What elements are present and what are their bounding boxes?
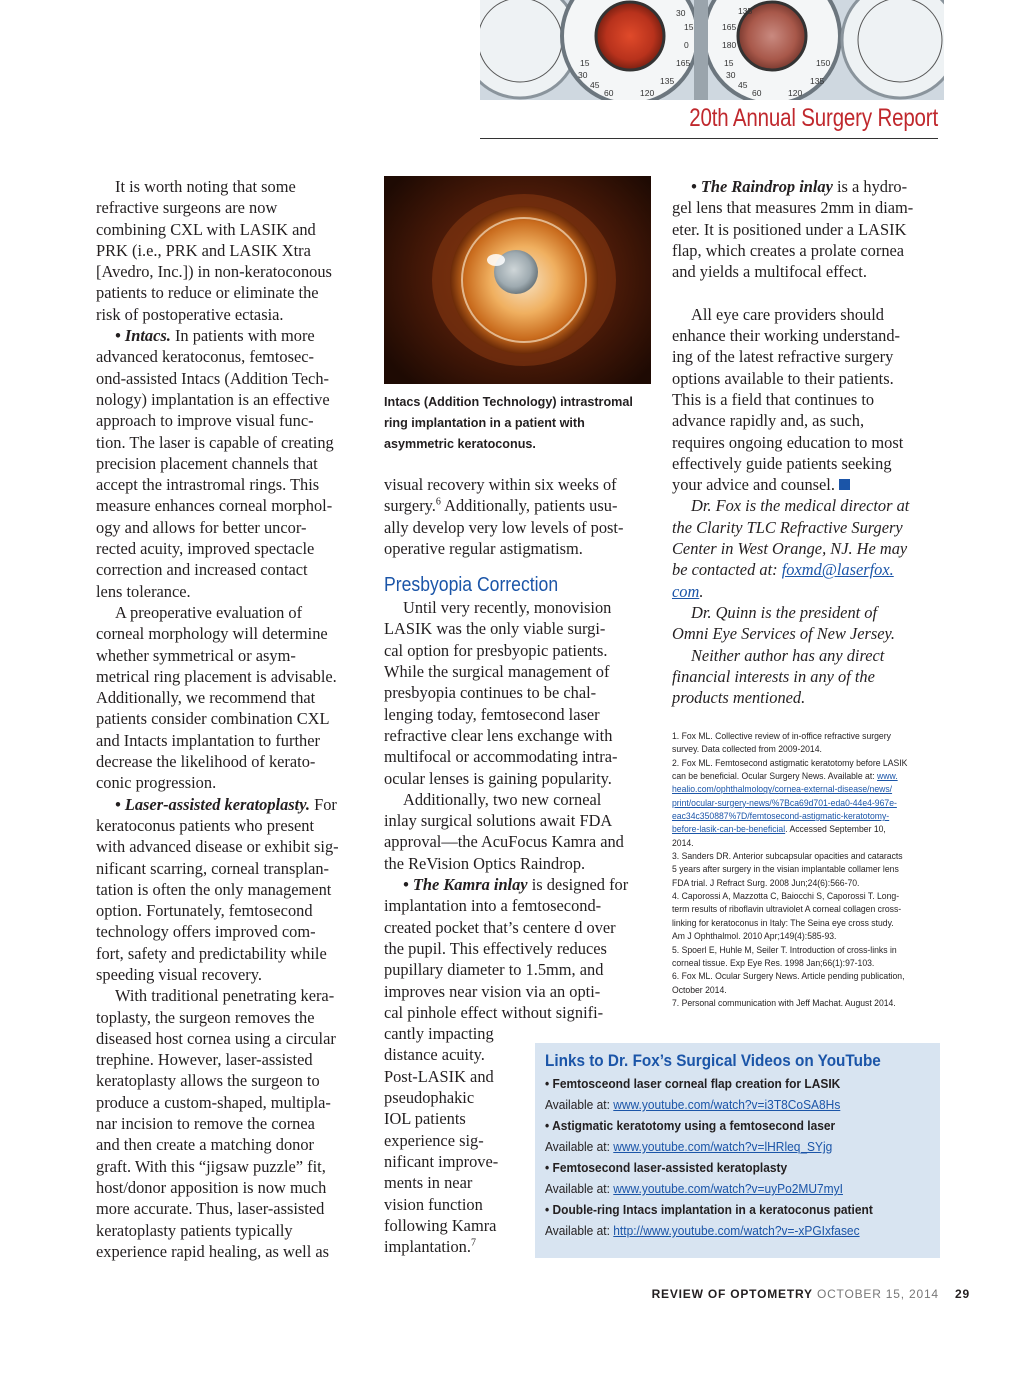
text-line: combining CXL with LASIK and	[96, 219, 316, 239]
reference-link[interactable]: print/ocular-surgery-news/%7Bca69d701-eda0-44e4-967e-	[672, 796, 897, 808]
video-item-link-row: Available at: www.youtube.com/watch?v=lHRleq_SYjg	[545, 1139, 833, 1154]
caption-line: asymmetric keratoconus.	[384, 437, 536, 451]
bio-line: products mentioned.	[672, 688, 806, 708]
text-line: effectively guide patients seeking	[672, 453, 892, 473]
text-line: With traditional penetrating kera-	[115, 986, 335, 1006]
text-line: flap, which creates a prolate cornea	[672, 240, 905, 260]
video-link[interactable]: www.youtube.com/watch?v=i3T8CoSA8Hs	[613, 1097, 841, 1112]
caption-line: Intacs (Addition Technology) intrastromal	[384, 395, 633, 409]
svg-text:15: 15	[684, 22, 694, 32]
text-line: All eye care providers should	[691, 304, 884, 324]
video-item-link-row: Available at: http://www.youtube.com/watch?v=-xPGIxfasec	[545, 1223, 860, 1238]
intacs-eye-photo	[384, 176, 651, 384]
video-item-title: • Astigmatic keratotomy using a femtosecond laser	[545, 1118, 836, 1133]
reference-line: 2014.	[672, 836, 694, 848]
text-line: option. Fortunately, femtosecond	[96, 901, 313, 921]
video-item-title: • Femtosecond laser-assisted keratoplasty	[545, 1160, 788, 1175]
reference-line: FDA trial. J Refract Surg. 2008 Jun;24(6):566-70.	[672, 876, 860, 888]
kamra-subhead: • The Kamra inlay	[403, 875, 528, 895]
bio-line: Dr. Fox is the medical director at	[691, 496, 910, 516]
text-line: pupillary diameter to 1.5mm, and	[384, 960, 604, 980]
text-line: improves near vision via an opti-	[384, 981, 601, 1001]
section-heading-presbyopia: Presbyopia Correction	[384, 574, 559, 597]
text-line: requires ongoing education to most	[672, 432, 904, 452]
reference-line: 7. Personal communication with Jeff Machat. August 2014.	[672, 996, 896, 1008]
svg-text:30: 30	[676, 8, 686, 18]
text-line: A preoperative evaluation of	[115, 602, 303, 622]
svg-text:15: 15	[724, 58, 734, 68]
text-line: Post-LASIK and	[384, 1066, 494, 1086]
text-line: rected acuity, improved spectacle	[96, 539, 315, 559]
text-line: measure enhances corneal morphol-	[96, 496, 333, 516]
text-line: and yields a multifocal effect.	[672, 262, 867, 282]
svg-text:120: 120	[640, 88, 655, 98]
text-line: fort, safety and predictability while	[96, 943, 327, 963]
reference-line: term results of riboflavin ultraviolet A corneal collagen cross-	[672, 903, 902, 915]
video-item-link-row: Available at: www.youtube.com/watch?v=uyPo2MU7myI	[545, 1181, 843, 1196]
reference-link[interactable]: before-lasik-can-be-beneficial	[672, 823, 786, 835]
text-line: nar incision to remove the cornea	[96, 1114, 315, 1134]
video-link[interactable]: www.youtube.com/watch?v=lHRleq_SYjg	[613, 1139, 833, 1154]
text-line: patients consider combination CXL	[96, 709, 330, 729]
text-line: IOL patients	[384, 1109, 466, 1129]
text-line: keratoplasty patients typically	[96, 1220, 293, 1240]
text-line: • Laser-assisted keratoplasty. For	[115, 794, 337, 814]
svg-text:30: 30	[578, 70, 588, 80]
text-line: accept the intrastromal rings. This	[96, 475, 320, 495]
text-line: enhance their working understand-	[672, 326, 901, 346]
phoropter-dials-graphic	[480, 0, 944, 100]
text-line: risk of postoperative ectasia.	[96, 304, 284, 324]
text-line: eter. It is positioned under a LASIK	[672, 219, 907, 239]
text-line: refractive clear lens exchange with	[384, 725, 613, 745]
intacs-subhead: • Intacs.	[115, 326, 171, 346]
bio-line: com.	[672, 581, 704, 601]
video-link[interactable]: http://www.youtube.com/watch?v=-xPGIxfasec	[613, 1223, 860, 1238]
text-line: metrical ring placement is advisable.	[96, 666, 337, 686]
text-line: cal option for presbyopic patients.	[384, 640, 608, 660]
reference-line: 1. Fox ML. Collective review of in-office refractive surgery	[672, 730, 891, 741]
text-line: ally develop very low levels of post-	[384, 517, 624, 537]
text-line: distance acuity.	[384, 1045, 485, 1065]
reference-line: Am J Ophthalmol. 2010 Apr;149(4):585-93.	[672, 930, 837, 942]
svg-text:135: 135	[738, 6, 753, 16]
svg-text:180: 180	[722, 40, 737, 50]
reference-line: 5. Spoerl E, Huhle M, Seiler T. Introduction of cross-links in	[672, 943, 897, 955]
references-list	[672, 729, 947, 1009]
text-line: whether symmetrical or asym-	[96, 645, 296, 665]
text-line: produce a custom-shaped, multipla-	[96, 1092, 331, 1112]
text-line: experience rapid healing, as well as	[96, 1241, 330, 1261]
reference-line: 6. Fox ML. Ocular Surgery News. Article pending publication,	[672, 970, 905, 982]
video-item-title: • Femtosceond laser corneal flap creation for LASIK	[545, 1076, 841, 1091]
text-line: Additionally, two new corneal	[403, 789, 602, 809]
svg-text:150: 150	[816, 58, 831, 68]
text-line: ing of the latest refractive surgery	[672, 347, 894, 367]
end-mark-square	[839, 479, 850, 490]
text-line: approval—the AcuFocus Kamra and	[384, 832, 624, 852]
text-line: host/donor apposition is now much	[96, 1177, 327, 1197]
text-line: trephine. However, laser-assisted	[96, 1050, 313, 1070]
text-line: more accurate. Thus, laser-assisted	[96, 1199, 325, 1219]
text-line: the pupil. This effectively reduces	[384, 938, 607, 958]
reference-line: linking for keratoconus in Italy: The Seina eye cross study.	[672, 916, 894, 928]
youtube-links-box	[535, 1043, 940, 1258]
laser-keratoplasty-subhead: • Laser-assisted keratoplasty.	[115, 794, 310, 814]
page-number: 29	[955, 1287, 970, 1301]
column-1	[96, 176, 366, 1262]
text-line: experience sig-	[384, 1130, 484, 1150]
text-line: technology offers improved com-	[96, 922, 316, 942]
text-line: inlay surgical solutions await FDA	[384, 811, 613, 831]
svg-text:165: 165	[676, 58, 691, 68]
text-line: vision function	[384, 1194, 483, 1214]
text-line: diseased host cornea using a circular	[96, 1028, 336, 1048]
video-item-link-row: Available at: www.youtube.com/watch?v=i3T8CoSA8Hs	[545, 1097, 841, 1112]
text-line: • Intacs. In patients with more	[115, 326, 315, 346]
text-line: nificant scarring, corneal transplan-	[96, 858, 330, 878]
reference-line: before-lasik-can-be-beneficial. Accessed September 10,	[672, 823, 886, 835]
text-line: ocular lenses is gaining popularity.	[384, 768, 612, 788]
reference-line: survey. Data collected from 2009-2014.	[672, 743, 822, 755]
text-line: lens tolerance.	[96, 581, 191, 601]
citation-7: 7	[470, 1237, 476, 1249]
reference-line: 5 years after surgery in the visian implantable collamer lens	[672, 863, 899, 875]
email-link-cont[interactable]: com	[672, 581, 700, 601]
reference-line: corneal tissue. Exp Eye Res. 1998 Jan;66(1):97-103.	[672, 956, 875, 968]
citation-6: 6	[435, 496, 441, 508]
caption-line: ring implantation in a patient with	[384, 416, 585, 430]
video-item-title: • Double-ring Intacs implantation in a keratoconus patient	[545, 1202, 873, 1217]
spacer	[672, 282, 942, 303]
reference-link[interactable]: eac34c350887%7D/femtosecond-astigmatic-keratotomy-	[672, 810, 890, 822]
eye-illustration	[384, 176, 651, 384]
reference-link[interactable]: healio.com/ophthalmology/cornea-external-disease/news/	[672, 783, 893, 795]
email-link[interactable]: foxmd@laserfox.	[781, 560, 894, 580]
text-line: This is a field that continues to	[672, 389, 875, 409]
text-line: • The Raindrop inlay is a hydro-	[691, 177, 908, 196]
text-line: following Kamra	[384, 1215, 497, 1235]
figure-caption	[384, 392, 654, 455]
svg-text:45: 45	[738, 80, 748, 90]
text-line: and Intacts implantation to further	[96, 730, 320, 750]
svg-text:30: 30	[726, 70, 736, 80]
text-line: your advice and counsel.	[672, 474, 942, 495]
report-title: 20th Annual Surgery Report	[689, 104, 938, 132]
text-line: ments in near	[384, 1173, 473, 1193]
text-line: advance rapidly and, as such,	[672, 411, 865, 431]
text-line: While the surgical management of	[384, 662, 610, 682]
text-line: decrease the likelihood of kerato-	[96, 752, 316, 772]
video-link[interactable]: www.youtube.com/watch?v=uyPo2MU7myI	[613, 1181, 843, 1196]
text-line: presbyopia continues to be chal-	[384, 683, 597, 703]
text-line: ogy and allows for better uncor-	[96, 517, 307, 537]
text-line: speeding visual recovery.	[96, 964, 262, 984]
svg-text:15: 15	[580, 58, 590, 68]
svg-text:45: 45	[590, 80, 600, 90]
page-footer	[620, 1287, 970, 1301]
text-line: nology) implantation is an effective	[96, 389, 330, 409]
reference-link[interactable]: www.	[877, 770, 898, 782]
text-line: tion. The laser is capable of creating	[96, 432, 334, 452]
svg-text:165: 165	[722, 22, 737, 32]
bio-line: financial interests in any of the	[672, 666, 875, 686]
text-line: keratoplasty allows the surgeon to	[96, 1071, 320, 1091]
svg-text:0: 0	[684, 40, 689, 50]
bio-line: the Clarity TLC Refractive Surgery	[672, 517, 903, 537]
text-line: patients to reduce or eliminate the	[96, 283, 319, 303]
text-line: advanced keratoconus, femtosec-	[96, 347, 314, 367]
youtube-links-title: Links to Dr. Fox’s Surgical Videos on YouTube	[545, 1051, 881, 1070]
issue-date: OCTOBER 15, 2014	[816, 1287, 939, 1301]
header-phoropter-image	[480, 0, 944, 100]
title-divider	[480, 138, 938, 139]
text-line: It is worth noting that some	[115, 177, 296, 196]
text-line: LASIK was the only viable surgi-	[384, 619, 606, 639]
column-3	[672, 176, 942, 708]
text-line: lenging today, femtosecond laser	[384, 704, 600, 724]
text-line: the ReVision Optics Raindrop.	[384, 853, 586, 873]
text-line: Until very recently, monovision	[403, 598, 612, 618]
text-line: cantly impacting	[384, 1024, 494, 1044]
text-line: nificant improve-	[384, 1151, 499, 1171]
text-line: [Avedro, Inc.]) in non-keratoconous	[96, 262, 332, 282]
raindrop-subhead: • The Raindrop inlay	[691, 177, 833, 196]
text-line: and then create a matching donor	[96, 1135, 314, 1155]
text-line: tation is often the only management	[96, 879, 332, 899]
text-line: graft. With this “jigsaw puzzle” fit,	[96, 1156, 326, 1176]
reference-line: October 2014.	[672, 983, 727, 995]
text-line: conic progression.	[96, 773, 217, 793]
bio-line: be contacted at: foxmd@laserfox.	[672, 560, 894, 580]
text-line: corneal morphology will determine	[96, 624, 328, 644]
text-line: PRK (i.e., PRK and LASIK Xtra	[96, 240, 311, 260]
svg-text:120: 120	[788, 88, 803, 98]
reference-line: can be beneficial. Ocular Surgery News. Available at: www.	[672, 770, 898, 782]
text-line: toplasty, the surgeon removes the	[96, 1007, 315, 1027]
svg-text:135: 135	[660, 76, 675, 86]
text-line: Additionally, we recommend that	[96, 688, 316, 708]
text-line: implantation.$^7$	[384, 1237, 476, 1257]
text-line: options available to their patients.	[672, 368, 894, 388]
text-line: gel lens that measures 2mm in diam-	[672, 198, 914, 218]
text-line: with advanced disease or exhibit sig-	[96, 837, 339, 857]
text-line: cal pinhole effect without signifi-	[384, 1002, 604, 1022]
text-line: implantation into a femtosecond-	[384, 896, 602, 916]
text-line: visual recovery within six weeks of	[384, 475, 617, 494]
text-line: pseudophakic	[384, 1088, 475, 1108]
text-line: ond-assisted Intacs (Addition Tech-	[96, 368, 329, 388]
bio-line: Center in West Orange, NJ. He may	[672, 539, 908, 559]
text-line: • The Kamra inlay is designed for	[403, 875, 629, 895]
svg-text:60: 60	[752, 88, 762, 98]
bio-line: Dr. Quinn is the president of	[691, 602, 878, 622]
spacer	[384, 559, 654, 569]
reference-line: 4. Caporossi A, Mazzotta C, Baiocchi S, Caporossi T. Long-	[672, 890, 900, 902]
text-line: refractive surgeons are now	[96, 198, 278, 218]
bio-line: Omni Eye Services of New Jersey.	[672, 624, 896, 644]
text-line: approach to improve visual func-	[96, 411, 314, 431]
magazine-name: REVIEW OF OPTOMETRY	[651, 1287, 813, 1301]
text-line: created pocket that’s centere d over	[384, 917, 616, 937]
reference-line: 3. Sanders DR. Anterior subcapsular opacities and cataracts	[672, 850, 903, 862]
text-line: multifocal or accommodating intra-	[384, 747, 618, 767]
text-line: precision placement channels that	[96, 453, 318, 473]
text-line: operative regular astigmatism.	[384, 538, 583, 558]
text-line: correction and increased contact	[96, 560, 308, 580]
text-line: surgery.$^6$ Additionally, patients usu-	[384, 496, 618, 516]
svg-text:135: 135	[810, 76, 825, 86]
reference-line: 2. Fox ML. Femtosecond astigmatic keratotomy before LASIK	[672, 756, 908, 768]
svg-text:60: 60	[604, 88, 614, 98]
text-line: keratoconus patients who present	[96, 815, 315, 835]
bio-line: Neither author has any direct	[691, 645, 885, 665]
